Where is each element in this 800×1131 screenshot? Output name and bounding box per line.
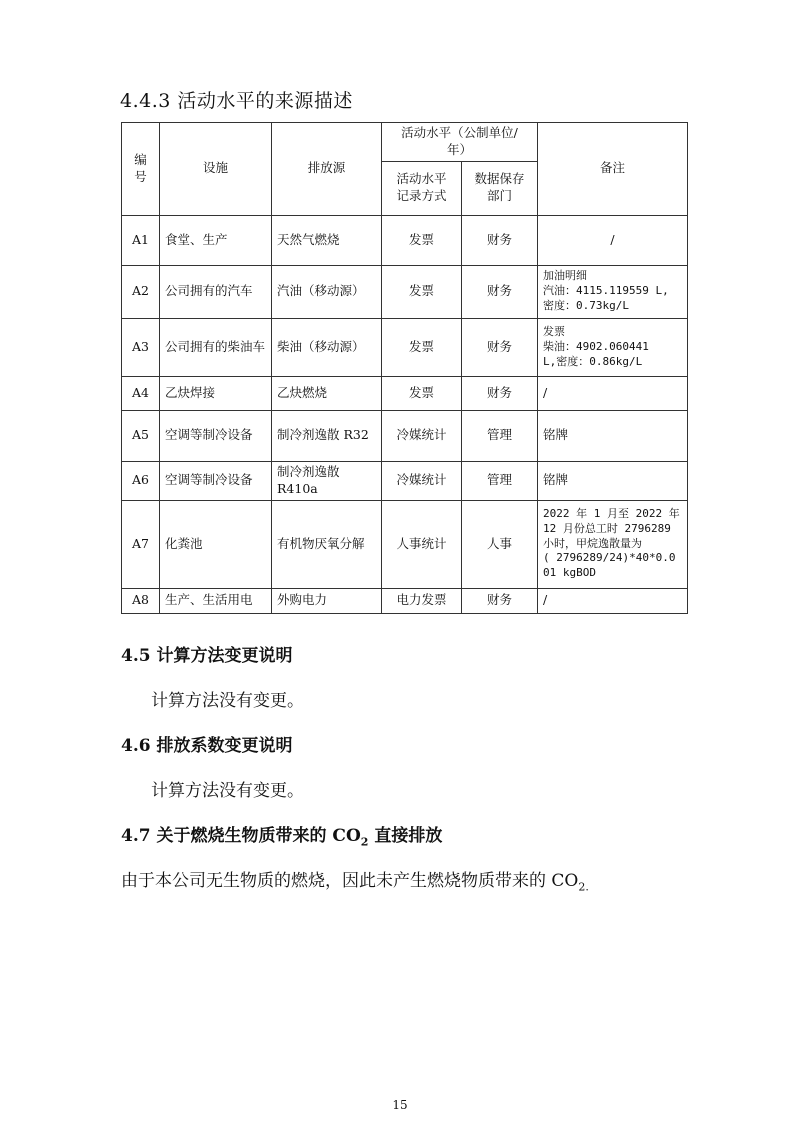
cell-source: 制冷剂逸散 R410a	[272, 461, 382, 500]
section-4-7-title-text: 4.7 关于燃烧生物质带来的 CO	[121, 826, 361, 846]
header-source: 排放源	[272, 123, 382, 216]
section-4-5-body: 计算方法没有变更。	[151, 691, 304, 711]
cell-source: 柴油（移动源）	[272, 318, 382, 376]
cell-data-keeper: 财务	[462, 376, 538, 410]
cell-id: A5	[122, 410, 160, 461]
cell-facility: 公司拥有的汽车	[160, 265, 272, 318]
cell-data-keeper: 管理	[462, 461, 538, 500]
header-activity-level: 活动水平（公制单位/年）	[382, 123, 538, 162]
cell-data-keeper: 财务	[462, 265, 538, 318]
section-4-7-body-text: 由于本公司无生物质的燃烧，因此未产生燃烧物质带来的 CO	[121, 871, 579, 891]
cell-source: 有机物厌氧分解	[272, 500, 382, 588]
cell-record-method: 发票	[382, 265, 462, 318]
section-4-7-title-subscript: 2	[360, 835, 369, 849]
section-4-7-title	[121, 821, 442, 848]
cell-remark: 加油明细 汽油：4115.119559 L, 密度：0.73kg/L	[538, 265, 688, 318]
cell-data-keeper: 财务	[462, 318, 538, 376]
header-data-keeper: 数据保存部门	[462, 161, 538, 215]
cell-source: 汽油（移动源）	[272, 265, 382, 318]
cell-source: 外购电力	[272, 588, 382, 613]
table-row	[122, 410, 688, 461]
cell-id: A8	[122, 588, 160, 613]
cell-data-keeper: 人事	[462, 500, 538, 588]
table-row	[122, 461, 688, 500]
activity-level-table	[121, 122, 688, 614]
page-number: 15	[392, 1098, 408, 1112]
cell-record-method: 发票	[382, 215, 462, 265]
cell-remark: /	[538, 376, 688, 410]
cell-data-keeper: 财务	[462, 215, 538, 265]
section-4-6-title: 4.6 排放系数变更说明	[121, 736, 293, 756]
cell-remark: /	[538, 215, 688, 265]
cell-record-method: 电力发票	[382, 588, 462, 613]
cell-remark: /	[538, 588, 688, 613]
cell-remark: 铭牌	[538, 461, 688, 500]
cell-record-method: 发票	[382, 376, 462, 410]
cell-facility: 生产、生活用电	[160, 588, 272, 613]
table-row	[122, 500, 688, 588]
cell-remark: 发票 柴油：4902.060441 L,密度：0.86kg/L	[538, 318, 688, 376]
cell-id: A6	[122, 461, 160, 500]
table-row	[122, 376, 688, 410]
section-4-7-body-subscript: 2.	[578, 880, 589, 894]
cell-record-method: 冷媒统计	[382, 461, 462, 500]
section-4-7-title-suffix: 直接排放	[368, 826, 443, 846]
cell-facility: 公司拥有的柴油车	[160, 318, 272, 376]
section-4-4-3-title: 4.4.3 活动水平的来源描述	[120, 90, 353, 112]
header-id: 编号	[122, 123, 160, 216]
cell-remark: 2022 年 1 月至 2022 年 12 月份总工时 2796289 小时，甲烷逸散量为 ( 2796289/24)*40*0.0 01 kgBOD	[538, 500, 688, 588]
table-row	[122, 318, 688, 376]
cell-id: A7	[122, 500, 160, 588]
cell-source: 制冷剂逸散 R32	[272, 410, 382, 461]
table-row	[122, 215, 688, 265]
cell-id: A4	[122, 376, 160, 410]
table-row	[122, 588, 688, 613]
header-record-method: 活动水平记录方式	[382, 161, 462, 215]
cell-id: A3	[122, 318, 160, 376]
cell-id: A2	[122, 265, 160, 318]
cell-facility: 食堂、生产	[160, 215, 272, 265]
section-4-6-body: 计算方法没有变更。	[151, 781, 304, 801]
cell-source: 天然气燃烧	[272, 215, 382, 265]
cell-data-keeper: 管理	[462, 410, 538, 461]
section-4-5-title: 4.5 计算方法变更说明	[121, 646, 293, 666]
section-4-7-body	[121, 866, 589, 893]
table-row	[122, 265, 688, 318]
cell-facility: 化粪池	[160, 500, 272, 588]
cell-facility: 空调等制冷设备	[160, 410, 272, 461]
cell-id: A1	[122, 215, 160, 265]
cell-data-keeper: 财务	[462, 588, 538, 613]
header-facility: 设施	[160, 123, 272, 216]
cell-record-method: 人事统计	[382, 500, 462, 588]
cell-record-method: 冷媒统计	[382, 410, 462, 461]
cell-source: 乙炔燃烧	[272, 376, 382, 410]
cell-record-method: 发票	[382, 318, 462, 376]
header-remark: 备注	[538, 123, 688, 216]
cell-remark: 铭牌	[538, 410, 688, 461]
cell-facility: 乙炔焊接	[160, 376, 272, 410]
cell-facility: 空调等制冷设备	[160, 461, 272, 500]
